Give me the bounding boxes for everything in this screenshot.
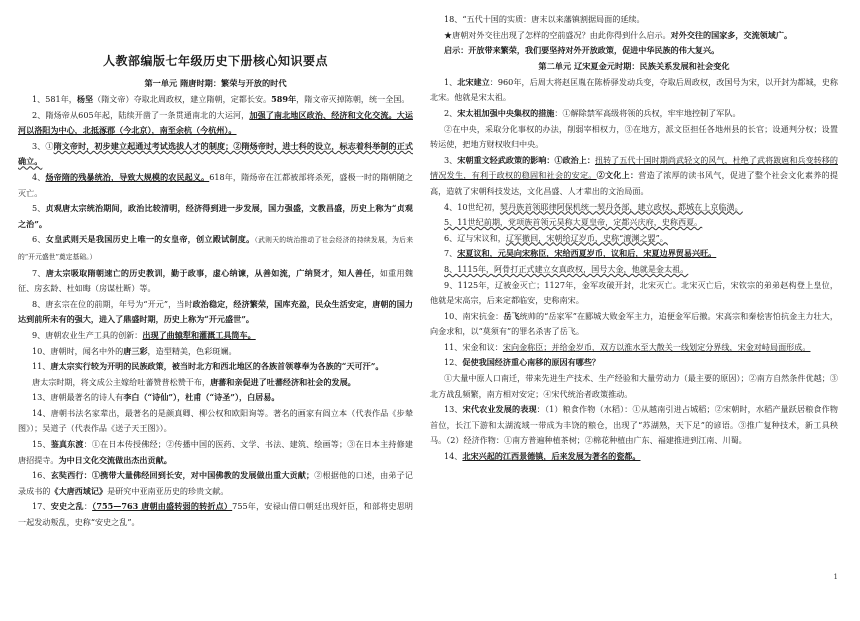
left-column: [18, 76, 413, 621]
item-u1-4: 4、炀帝隋的残暴统治，导致大规模的农民起义。618年，隋炀帝在江都被部将杀死，盛极一时的隋朝随之灭亡。: [18, 171, 413, 198]
item-u2-12: 12、促使我国经济重心南移的原因有哪些？: [444, 357, 601, 368]
item-u2-12b: ①大量中原人口南迁，带来先进生产技术、生产经验和大量劳动力（最主要的原因）；②南方自然条件优越；③北方战乱频繁，南方相对安定；④宋代统治者政策推动。: [430, 373, 838, 399]
unit-1-heading: 第一单元 隋唐时期：繁荣与开放的时代: [144, 78, 287, 88]
item-u1-8: 8、唐玄宗在位的前期，年号为“开元”，当时政治稳定，经济繁荣，国库充盈，民众生活安定，唐朝的国力达到前所未有的强大，进入了鼎盛时期，历史上称为“开元盛世”。: [18, 298, 413, 325]
item-u1-1: 1、581年，杨坚（隋文帝）夺取北周政权，建立隋朝，定都长安。589年，隋文帝灭掉陈朝，统一全国。: [32, 94, 410, 104]
item-u2-2b: ②在中央，采取分化事权的办法，削弱宰相权力，③在地方，派文臣担任各地州县的长官；设通判分权；设置转运使，把地方财权收归中央。: [430, 123, 838, 150]
item-u1-5: 5、贞观唐太宗统治期间，政治比较清明，经济得到进一步发展，国力强盛，文教昌盛，历史上称为“贞观之治”。: [18, 203, 413, 229]
item-u1-6: 6、女皇武则天是我国历史上唯一的女皇帝，创立殿试制度。（武则天的统治推动了社会经济的持续发展，为后来的“开元盛世”奠定基础。）: [18, 234, 413, 261]
item-u2-3: 3、宋朝重文轻武政策的影响：①政治上：扭转了五代十国时期尚武轻文的风气，杜绝了武将跋扈和兵变转移的情况发生，有利于政权的稳固和社会的安定。②文化上：营造了浓厚的读书风气，促进了整个社会文化素养的提高，造就了宋朝科技发达，文化昌盛、人才辈出的文治局面。: [430, 154, 838, 196]
item-u1-13: 13、唐朝最著名的诗人有李白（“诗仙”），杜甫（“诗圣”），白居易。: [32, 392, 280, 403]
item-u1-2: 2、隋炀帝从605年起，陆续开凿了一条贯通南北的大运河，加强了南北地区政治、经济和文化交流。大运河以洛阳为中心，北抵涿郡（今北京），南至余杭（今杭州）。: [18, 109, 413, 136]
item-u1-9: 9、唐朝农业生产工具的创新：出现了曲辕犁和灌溉工具筒车。: [32, 329, 256, 340]
item-u2-1: 1、北宋建立：960年，后周大将赵匡胤在陈桥驿发动兵变，夺取后周政权，改国号为宋，以开封为都城，史称北宋。他就是宋太祖。: [430, 76, 838, 103]
unit-2-heading: 第二单元 辽宋夏金元时期：民族关系发展和社会变化: [538, 60, 730, 71]
right-column: [430, 12, 838, 587]
item-u1-16: 16、玄奘西行：①携带大量佛经回到长安，对中国佛教的发展做出重大贡献；②根据他的口述，由弟子记录成书的《大唐西域记》是研究中亚南亚历史的珍贵文献。: [18, 470, 413, 496]
item-u2-13: 13、宋代农业发展的表现：（1）粮食作物（水稻）：①从越南引进占城稻；②宋朝时，水稻产量跃居粮食作物首位，长江下游和太湖流域一带成为丰饶的粮仓，出现了“苏湖熟，天下足”的谚语。③推广复种技术，新工具秧马。（2）经济作物：①南方普遍种植茶树；②棉花种植由广东、福建推进到江南、川蜀。: [430, 404, 838, 446]
item-u2-9: 9、1125年，辽被金灭亡；1127年，金军攻破开封，北宋灭亡。北宋灭亡后，宋钦宗的弟弟赵构登上皇位，他就是宋高宗，后来定都临安，史称南宋。: [430, 279, 838, 306]
page-number: 1: [833, 573, 838, 581]
item-u1-14: 14、唐朝书法名家辈出，最著名的是颜真卿、柳公权和欧阳询等。著名的画家有阎立本（代表作品《步辇图》）；吴道子（代表作品《送子天王图》）。: [18, 407, 413, 434]
item-u1-3: 3、①隋文帝时，初步建立起通过考试选拔人才的制度；②隋炀帝时，进士科的设立，标志着科举制的正式确立。: [18, 140, 413, 167]
item-star-question: ★唐朝对外交往出现了怎样的空前盛况？由此你得到什么启示。对外交往的国家多，交流领域广。: [444, 29, 793, 40]
item-u2-10: 10、南宋抗金：岳飞统帅的“岳家军”在郾城大败金军主力，追便金军后撤。宋高宗和秦桧害怕抗金主力壮大，向金求和，以“莫须有”的罪名杀害了岳飞。: [430, 310, 838, 337]
item-u1-18: 18、“五代十国的实质：唐末以来藩镇割据局面的延续。: [444, 14, 645, 24]
item-u1-15: 15、鉴真东渡：①在日本传授佛经；②传播中国的医药、文学、书法、建筑、绘画等；③在日本主持修建唐招提寺。为中日文化交流做出杰出贡献。: [18, 439, 413, 465]
item-u2-4: 4、10世纪初，契丹族首领耶律阿保机统一契丹各部，建立政权，都城在上京临潢。: [444, 201, 743, 212]
document-title: 人教部编版七年级历史下册核心知识要点: [102, 54, 328, 68]
item-u2-5: 5、11世纪前期，党项族首领元昊称大夏皇帝，定都兴庆府，史称西夏。: [444, 217, 703, 228]
item-u1-11: 11、唐太宗实行较为开明的民族政策，被当时北方和西北地区的各族首领尊奉为各族的“天可汗”。: [32, 361, 384, 372]
item-u1-12: 唐太宗时期，将文成公主嫁给吐蕃赞普松赞干布，唐蕃和亲促进了吐蕃经济和社会的发展。: [32, 376, 356, 387]
item-u2-8: 8、1115年，阿骨打正式建立女真政权，国号大金，他就是金太祖。: [444, 263, 689, 274]
item-u2-2: 2、宋太祖加强中央集权的措施：①解除禁军高级将领的兵权，牢牢地控制了军队。: [444, 107, 741, 118]
item-u2-7: 7、宋夏议和，元昊向宋称臣，宋给西夏岁币，议和后，宋夏边界贸易兴旺。: [444, 248, 717, 259]
item-u1-10: 10、唐朝时，闻名中外的唐三彩，造型精美，色彩斑斓。: [32, 345, 237, 356]
item-u2-14: 14、北宋兴起的江西景德镇，后来发展为著名的瓷都。: [444, 451, 641, 462]
item-u2-6: 6、辽与宋议和，辽军撤回，宋朝给辽岁币，史称“澶渊之盟”。: [444, 232, 668, 243]
item-inspiration: 启示：开放带来繁荣，我们要坚持对外开放政策，促进中华民族的伟大复兴。: [444, 45, 720, 56]
item-u1-7: 7、唐太宗吸取隋朝速亡的历史教训，勤于政事，虚心纳谏，从善如流，广纳贤才，知人善任，如重用魏征、房玄龄、杜如晦（房谋杜断）等。: [18, 267, 413, 294]
item-u1-17: 17、安史之乱：（755—763 唐朝由盛转弱的转折点）755年，安禄山借口朝廷出现奸臣，和部将史思明一起发动叛乱，史称“安史之乱”。: [18, 501, 413, 528]
item-u2-11: 11、宋金和议：宋向金称臣；并给金岁币，双方以淮水至大散关一线划定分界线，宋金对峙局面形成。: [444, 341, 811, 352]
